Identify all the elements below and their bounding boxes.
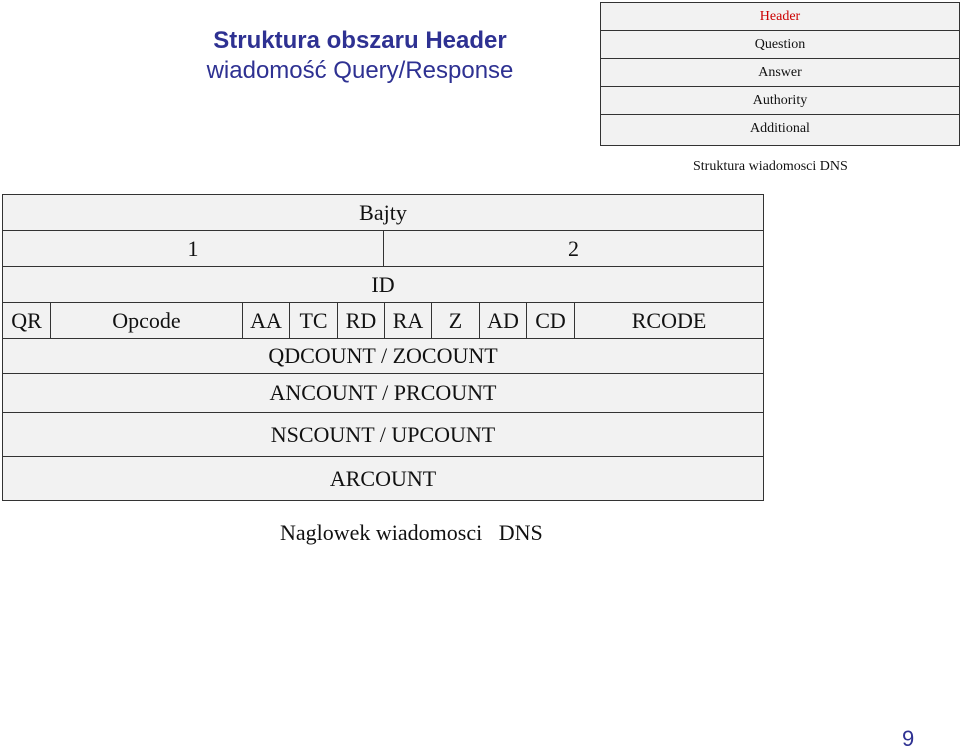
byte-index-row [3, 231, 763, 267]
section-answer: Answer [601, 59, 959, 87]
bytes-row [3, 195, 763, 231]
bytes-label: Bajty [359, 199, 407, 225]
flag-tc: TC [289, 303, 337, 338]
structure-caption: Struktura wiadomosci DNS [693, 159, 848, 174]
section-header: Header [601, 3, 959, 31]
flag-rd: RD [337, 303, 384, 338]
flag-ra: RA [384, 303, 431, 338]
qdcount-row [3, 339, 763, 374]
flag-ad: AD [479, 303, 526, 338]
id-field: ID [371, 271, 395, 297]
flag-aa: AA [242, 303, 289, 338]
header-caption: Naglowek wiadomosci DNS [280, 520, 543, 545]
arcount-row [3, 457, 763, 500]
ancount-row [3, 374, 763, 413]
title-line-2: wiadomość Query/Response [206, 57, 514, 84]
flag-z: Z [431, 303, 479, 338]
slide-title [150, 26, 570, 86]
qdcount-field: QDCOUNT / ZOCOUNT [268, 343, 498, 368]
arcount-field: ARCOUNT [329, 465, 437, 491]
flag-cd: CD [526, 303, 574, 338]
dns-header-table [2, 194, 764, 501]
nscount-row [3, 413, 763, 457]
byte-2-label: 2 [383, 231, 763, 266]
nscount-field: NSCOUNT / UPCOUNT [270, 421, 496, 447]
ancount-field: ANCOUNT / PRCOUNT [269, 380, 497, 405]
flags-row [3, 303, 763, 339]
title-line-1: Struktura obszaru Header [213, 27, 507, 54]
flag-opcode: Opcode [50, 303, 242, 338]
id-row [3, 267, 763, 303]
section-question: Question [601, 31, 959, 59]
flag-qr: QR [11, 307, 42, 333]
byte-1-label: 1 [187, 235, 199, 261]
dns-message-structure [600, 2, 960, 146]
page-number: 9 [902, 726, 915, 751]
section-additional: Additional [750, 121, 810, 136]
flag-rcode: RCODE [574, 303, 763, 338]
section-authority: Authority [601, 87, 959, 115]
